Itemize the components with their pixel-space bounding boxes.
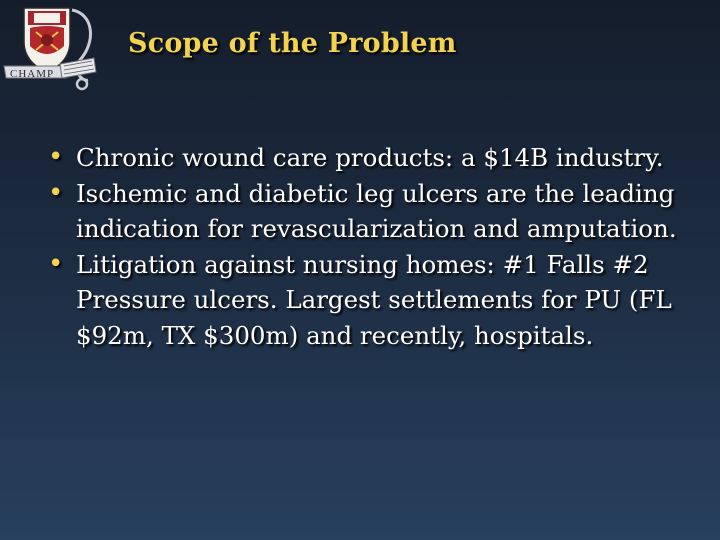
bullet-text: Litigation against nursing homes: #1 Falls #2 Pressure ulcers. Largest settlements for PU (FL $92m, TX $300m) and recently, hospitals.: [76, 249, 672, 350]
bullet-icon: •: [48, 248, 64, 279]
bullet-list: [48, 140, 698, 353]
bullet-text: Ischemic and diabetic leg ulcers are the leading indication for revascularization and amputation.: [76, 178, 677, 243]
bullet-text: Chronic wound care products: a $14B industry.: [76, 143, 664, 172]
slide-title: Scope of the Problem: [128, 28, 457, 59]
bullet-icon: •: [48, 142, 64, 172]
bullet-item: [48, 140, 698, 176]
champ-logo: [2, 2, 102, 92]
logo-label: CHAMP: [10, 68, 55, 80]
bullet-item: [48, 247, 698, 354]
bullet-item: [48, 176, 698, 247]
bullet-icon: •: [48, 177, 64, 208]
